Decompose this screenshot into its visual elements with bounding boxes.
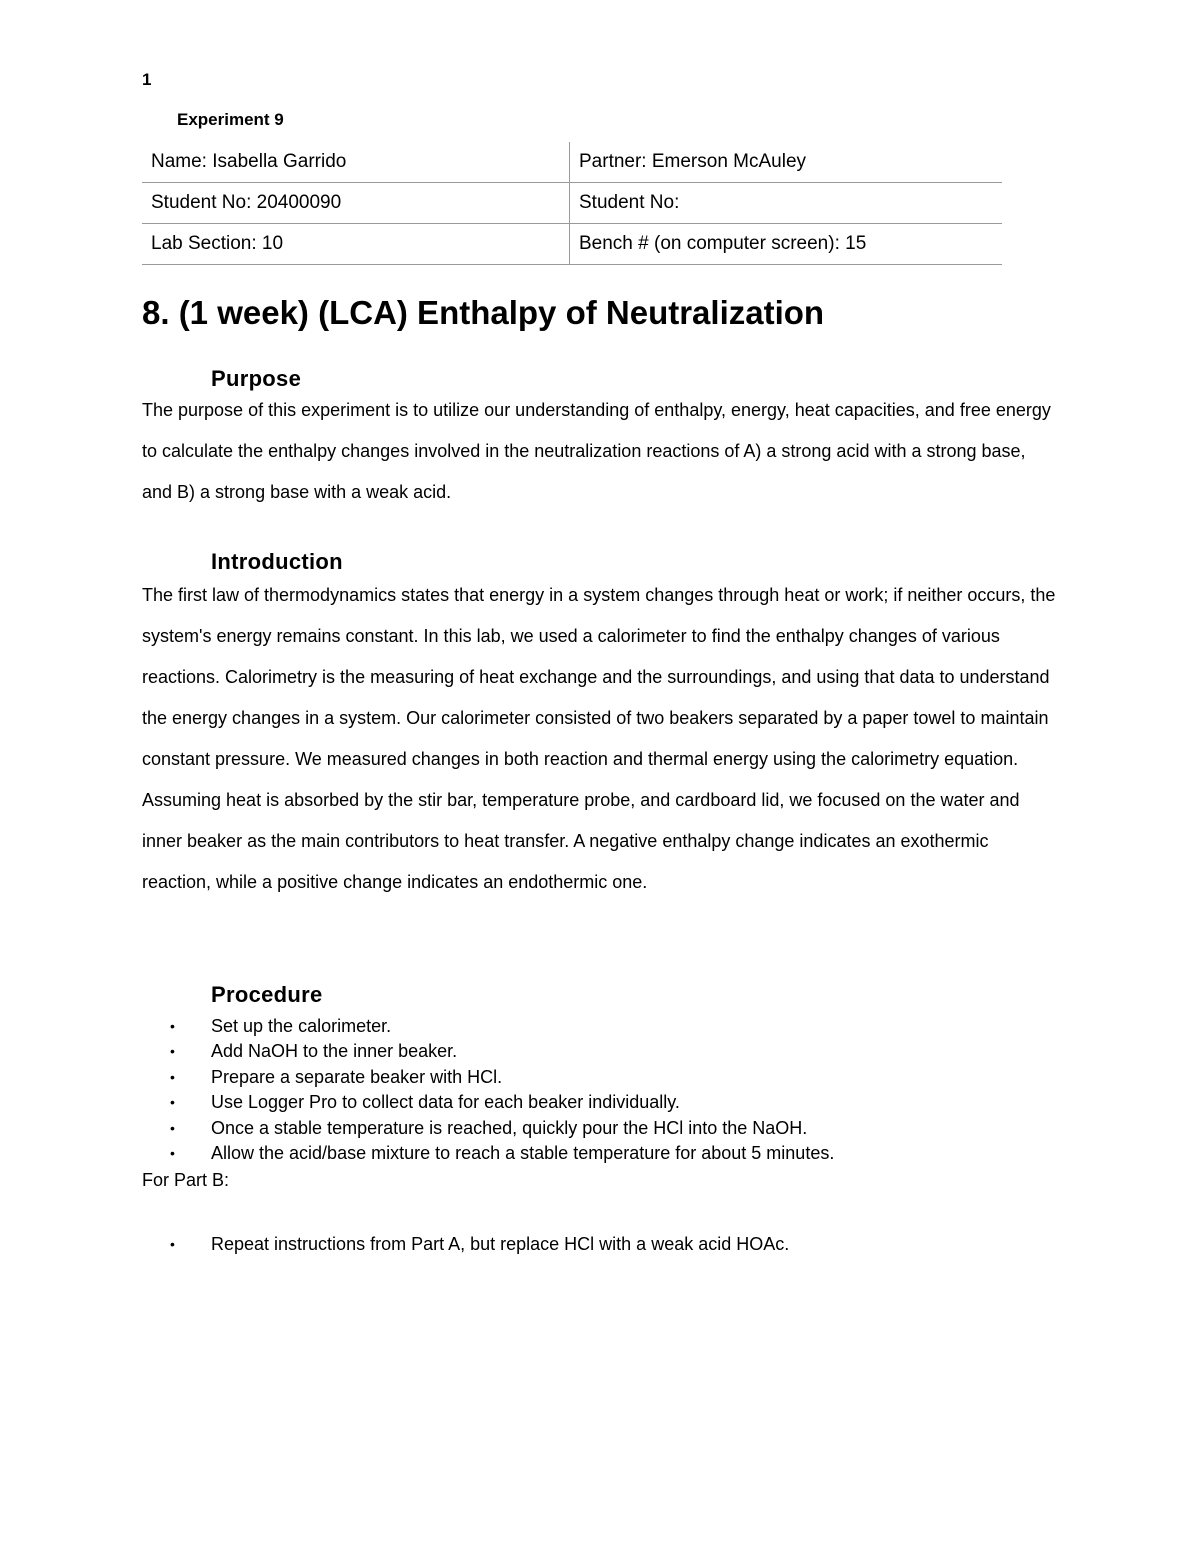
procedure-list	[142, 1014, 834, 1166]
table-row	[142, 142, 1002, 183]
step-text: Repeat instructions from Part A, but replace HCl with a weak acid HOAc.	[211, 1234, 790, 1254]
name-cell: Name: Isabella Garrido	[142, 142, 570, 183]
introduction-paragraph: The first law of thermodynamics states that energy in a system changes through heat or work; if neither occurs, the system's energy remains constant. In this lab, we used a calorimeter to find the enthalpy changes of various reactions. Calorimetry is the measuring of heat exchange and the surroundings, and using that data to understand the energy changes in a system. Our calorimeter consisted of two beakers separated by a paper towel to maintain constant pressure. We measured changes in both reaction and thermal energy using the calorimetry equation. Assuming heat is absorbed by the stir bar, temperature probe, and cardboard lid, we focused on the water and inner beaker as the main contributors to heat transfer. A negative enthalpy change indicates an exothermic reaction, while a positive change indicates an endothermic one.	[142, 585, 1056, 892]
bullet-icon: •	[170, 1018, 175, 1034]
student-info-table	[142, 142, 1002, 265]
list-item	[142, 1090, 834, 1115]
purpose-heading: Purpose	[211, 366, 302, 391]
list-item	[142, 1141, 834, 1166]
bullet-icon: •	[170, 1094, 175, 1111]
page-title: 8. (1 week) (LCA) Enthalpy of Neutralization	[142, 294, 825, 331]
list-item	[142, 1039, 834, 1064]
lab-section-cell: Lab Section: 10	[142, 224, 570, 265]
table-row	[142, 183, 1002, 224]
purpose-paragraph: The purpose of this experiment is to utilize our understanding of enthalpy, energy, heat capacities, and free energy to calculate the enthalpy changes involved in the neutralization reactions of A) a strong acid with a strong base, and B) a strong base with a weak acid.	[142, 400, 1051, 502]
bullet-icon: •	[170, 1236, 175, 1252]
list-item	[142, 1065, 834, 1090]
table-row	[142, 224, 1002, 265]
step-text: Once a stable temperature is reached, quickly pour the HCl into the NaOH.	[211, 1117, 808, 1138]
page-number: 1	[142, 70, 152, 89]
partner-student-no-cell: Student No:	[570, 183, 1003, 224]
step-text: Prepare a separate beaker with HCl.	[211, 1066, 503, 1087]
step-text: Add NaOH to the inner beaker.	[211, 1041, 458, 1062]
bullet-icon: •	[170, 1043, 175, 1060]
list-item	[142, 1116, 834, 1141]
part-b-list	[142, 1232, 789, 1257]
introduction-heading: Introduction	[211, 549, 343, 574]
step-text: Set up the calorimeter.	[211, 1016, 392, 1036]
bench-cell: Bench # (on computer screen): 15	[570, 224, 1003, 265]
step-text: Use Logger Pro to collect data for each beaker individually.	[211, 1092, 680, 1113]
part-b-label: For Part B:	[142, 1170, 230, 1190]
list-item	[142, 1014, 834, 1039]
bullet-icon: •	[170, 1119, 175, 1136]
list-item	[142, 1232, 789, 1257]
bullet-icon: •	[170, 1145, 175, 1162]
step-text: Allow the acid/base mixture to reach a stable temperature for about 5 minutes.	[211, 1143, 835, 1164]
student-no-cell: Student No: 20400090	[142, 183, 570, 224]
procedure-heading: Procedure	[211, 982, 323, 1007]
bullet-icon: •	[170, 1068, 175, 1085]
partner-cell: Partner: Emerson McAuley	[570, 142, 1003, 183]
experiment-label: Experiment 9	[177, 110, 284, 129]
